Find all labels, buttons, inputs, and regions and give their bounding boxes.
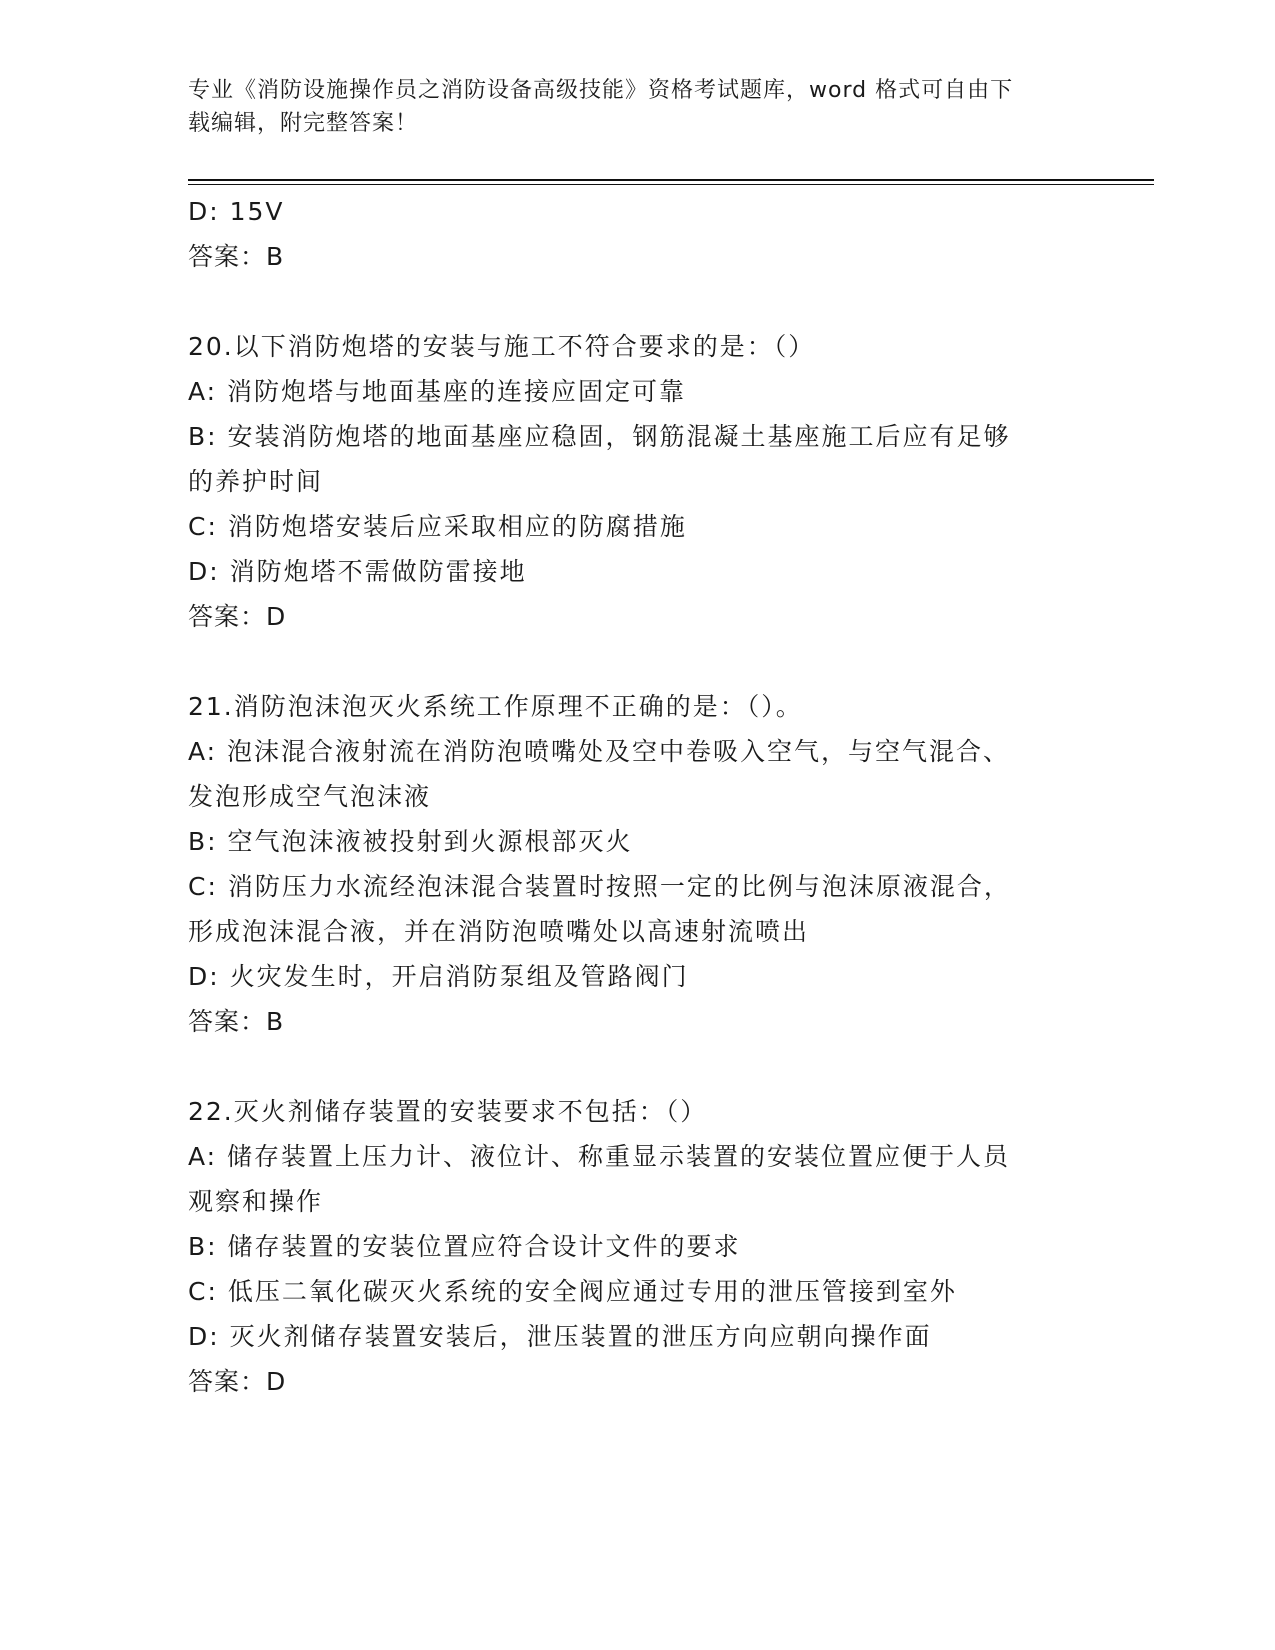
header-rule-thick [188,179,1154,181]
option-d: D: 消防炮塔不需做防雷接地 [188,557,527,586]
header-line-1: 专业《消防设施操作员之消防设备高级技能》资格考试题库，word 格式可自由下 [188,78,1014,103]
option-b-line-1: B: 安装消防炮塔的地面基座应稳固，钢筋混凝土基座施工后应有足够 [188,422,1011,451]
question-stem: 22.灭火剂储存装置的安装要求不包括：（） [188,1097,708,1126]
option-b: B: 储存装置的安装位置应符合设计文件的要求 [188,1232,741,1261]
option-c: C: 低压二氧化碳灭火系统的安全阀应通过专用的泄压管接到室外 [188,1277,957,1306]
option-d: D: 灭火剂储存装置安装后，泄压装置的泄压方向应朝向操作面 [188,1322,932,1351]
question-stem: 21.消防泡沫泡灭火系统工作原理不正确的是：（）。 [188,692,803,721]
option-b: B: 空气泡沫液被投射到火源根部灭火 [188,827,633,856]
header-line-2: 载编辑，附完整答案！ [188,111,419,136]
previous-question-tail [188,189,1088,279]
option-c-line-1: C: 消防压力水流经泡沫混合装置时按照一定的比例与泡沫原液混合， [188,872,1011,901]
option-a-line-1: A: 储存装置上压力计、液位计、称重显示装置的安装位置应便于人员 [188,1142,1011,1171]
question-stem: 20.以下消防炮塔的安装与施工不符合要求的是：（） [188,332,816,361]
option-b-line-2: 的养护时间 [188,467,324,496]
option-a-line-2: 发泡形成空气泡沫液 [188,782,432,811]
header-rule-thin [188,184,1154,185]
option-a-line-1: A: 泡沫混合液射流在消防泡喷嘴处及空中卷吸入空气，与空气混合、 [188,737,1011,766]
option-d: D: 15V [188,197,285,226]
answer-line: 答案：D [188,1367,287,1396]
document-body [188,189,1088,1404]
option-c-line-2: 形成泡沫混合液，并在消防泡喷嘴处以高速射流喷出 [188,917,810,946]
option-d: D: 火灾发生时，开启消防泵组及管路阀门 [188,962,689,991]
answer-line: 答案：D [188,602,287,631]
question-21 [188,684,1088,1044]
page-header [188,74,1068,140]
question-20 [188,324,1088,639]
question-22 [188,1089,1088,1404]
option-c: C: 消防炮塔安装后应采取相应的防腐措施 [188,512,687,541]
answer-line: 答案：B [188,242,285,271]
option-a: A: 消防炮塔与地面基座的连接应固定可靠 [188,377,687,406]
answer-line: 答案：B [188,1007,285,1036]
option-a-line-2: 观察和操作 [188,1187,324,1216]
